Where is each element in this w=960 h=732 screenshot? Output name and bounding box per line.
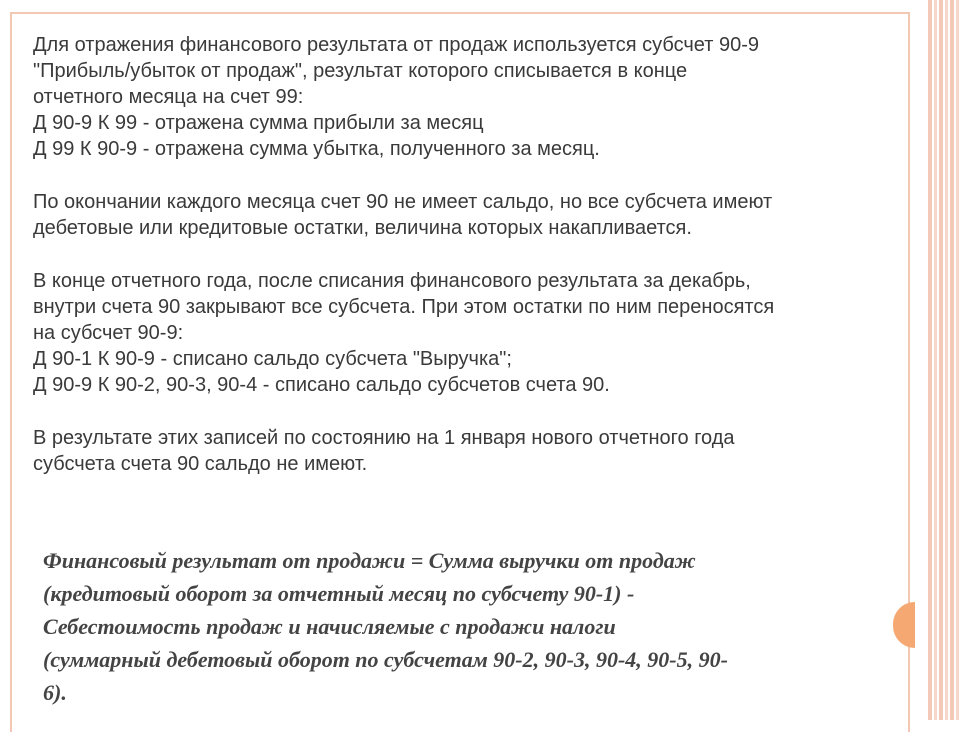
text-line: внутри счета 90 закрывают все субсчета. При этом остатки по ним переносятся bbox=[33, 296, 775, 318]
text-line: По окончании каждого месяца счет 90 не имеет сальдо, но все субсчета имеют bbox=[33, 191, 773, 213]
formula-line: (кредитовый оборот за отчетный месяц по субсчету 90-1) - bbox=[43, 581, 635, 606]
formula-line: Финансовый результат от продажи = Сумма выручки от продаж bbox=[43, 548, 696, 573]
text-line: Д 90-9 К 90-2, 90-3, 90-4 - списано сальдо субсчетов счета 90. bbox=[33, 374, 610, 396]
text-line: Д 90-9 К 99 - отражена сумма прибыли за месяц bbox=[33, 112, 484, 134]
text-line: Для отражения финансового результата от продаж используется субсчет 90-9 bbox=[33, 34, 760, 56]
text-line: отчетного месяца на счет 99: bbox=[33, 86, 304, 108]
formula-line: 6). bbox=[43, 680, 67, 705]
decorative-stripes bbox=[928, 0, 960, 720]
paragraph-2 bbox=[33, 189, 921, 241]
text-line: В конце отчетного года, после списания финансового результата за декабрь, bbox=[33, 270, 751, 292]
text-line: субсчета счета 90 сальдо не имеют. bbox=[33, 453, 368, 475]
text-line: В результате этих записей по состоянию на 1 января нового отчетного года bbox=[33, 427, 735, 449]
text-line: Д 99 К 90-9 - отражена сумма убытка, полученного за месяц. bbox=[33, 138, 600, 160]
text-line: "Прибыль/убыток от продаж", результат которого списывается в конце bbox=[33, 60, 688, 82]
paragraph-1 bbox=[33, 32, 921, 162]
paragraph-4 bbox=[33, 425, 921, 477]
text-line: Д 90-1 К 90-9 - списано сальдо субсчета "Выручка"; bbox=[33, 348, 512, 370]
paragraph-3 bbox=[33, 268, 921, 398]
formula-line: Себестоимость продаж и начисляемые с продажи налоги bbox=[43, 614, 616, 639]
text-line: дебетовые или кредитовые остатки, величина которых накапливается. bbox=[33, 217, 692, 239]
formula-block bbox=[43, 544, 883, 709]
text-line: на субсчет 90-9: bbox=[33, 322, 184, 344]
slide-body bbox=[33, 32, 921, 504]
formula-line: (суммарный дебетовый оборот по субсчетам 90-2, 90-3, 90-4, 90-5, 90- bbox=[43, 647, 728, 672]
